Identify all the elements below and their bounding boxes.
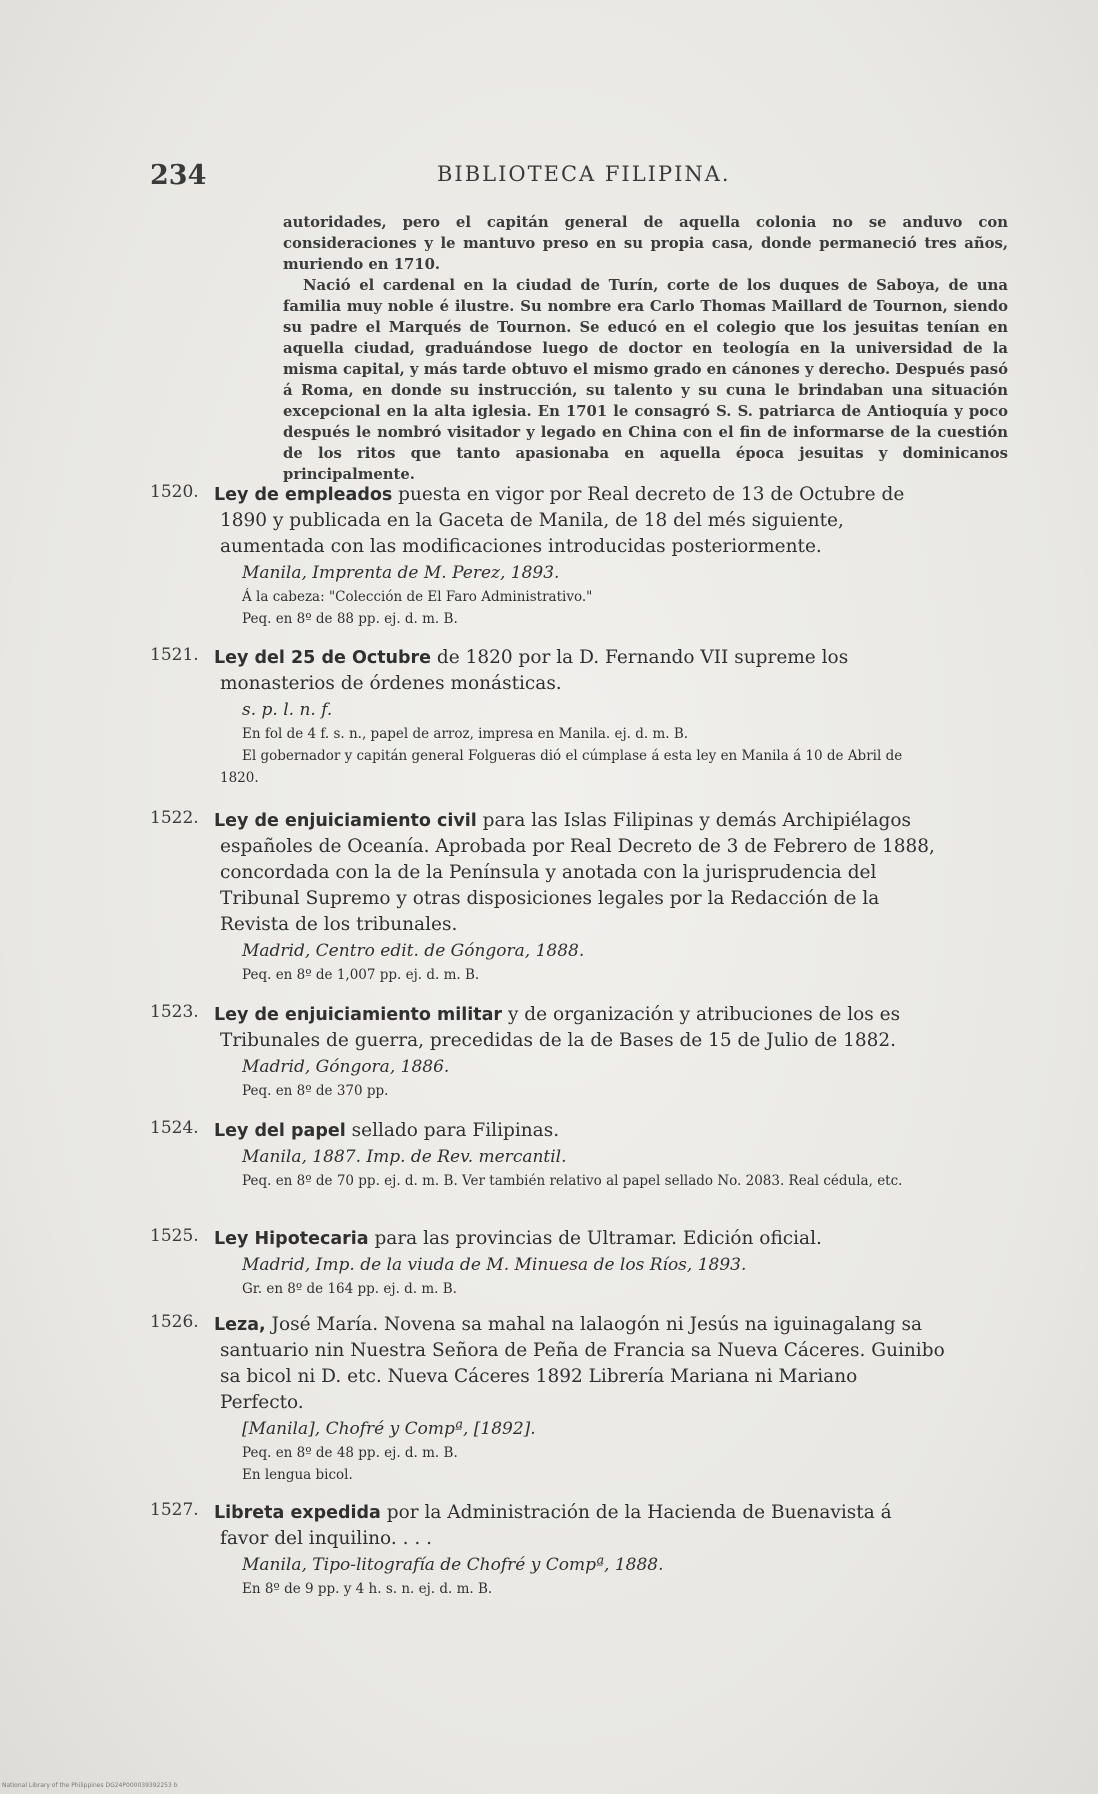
entry-imprint: Madrid, Imp. de la viuda de M. Minuesa de los Ríos, 1893.	[242, 1255, 747, 1275]
entry-imprint: Manila, Tipo-litografía de Chofré y Compª, 1888.	[242, 1555, 664, 1575]
page-header	[150, 160, 1010, 200]
entry-imprint: Manila, 1887. Imp. de Rev. mercantil.	[242, 1147, 567, 1167]
entry-note: Peq. en 8º de 1,007 pp. ej. d. m. B.	[242, 967, 480, 983]
intro-paragraph: autoridades, pero el capitán general de aquella colonia no se anduvo con consideraciones y le mantuvo preso en su propia casa, donde permaneció tres años, muriendo en 1710.	[283, 214, 1008, 273]
entry-number: 1526.	[150, 1312, 199, 1332]
entry-number: 1523.	[150, 1002, 199, 1022]
entry-imprint: s. p. l. n. f.	[242, 700, 333, 720]
entry-number: 1522.	[150, 808, 199, 828]
entry-imprint: Madrid, Góngora, 1886.	[242, 1057, 450, 1077]
scan-credit: National Library of the Philippines DG24P000039392253 b	[2, 1782, 178, 1789]
entry-description: de 1820 por la D. Fernando VII supreme los monasterios de órdenes monásticas.	[220, 647, 849, 694]
entry-heading: Ley del papel	[214, 1121, 346, 1141]
entry-heading: Ley de enjuiciamiento militar	[214, 1005, 503, 1025]
entry-description: para las Islas Filipinas y demás Archipiélagos españoles de Oceanía. Aprobada por Real Decreto de 3 de Febrero de 1888, concordada con la de la Península y anotada con la jurisprudencia del Tribunal Supremo y otras disposiciones legales por la Redacción de la Revista de los tribunales.	[220, 810, 935, 935]
entry-description: sellado para Filipinas.	[345, 1120, 560, 1141]
entry-heading: Ley de enjuiciamiento civil	[214, 811, 477, 831]
entry-description: por la Administración de la Hacienda de Buenavista á favor del inquilino. . . .	[220, 1502, 892, 1549]
entry-note: Peq. en 8º de 88 pp. ej. d. m. B.	[242, 611, 458, 627]
entry-note: En lengua bicol.	[242, 1467, 353, 1483]
entry-note: Peq. en 8º de 370 pp.	[242, 1083, 389, 1099]
catalog-entry-1522	[150, 808, 1010, 986]
entry-heading: Ley Hipotecaria	[214, 1229, 369, 1249]
entry-note: Gr. en 8º de 164 pp. ej. d. m. B.	[242, 1281, 457, 1297]
entry-note: Peq. en 8º de 70 pp. ej. d. m. B. Ver también relativo al papel sellado No. 2083. Real cédula, etc.	[242, 1173, 903, 1189]
intro-paragraph: Nació el cardenal en la ciudad de Turín, corte de los duques de Saboya, de una familia muy noble é ilustre. Su nombre era Carlo Thomas Maillard de Tournon, siendo su padre el Marqués de Tournon. Se educó en el colegio que los jesuitas tenían en aquella ciudad, graduándose luego de doctor en teología en la universidad de la misma capital, y más tarde obtuvo el mismo grado en cánones y derecho. Después pasó á Roma, en donde su instrucción, su talento y su cuna le brindaban una situación excepcional en la alta iglesia. En 1701 le consagró S. S. patriarca de Antioquía y poco después le nombró visitador y legado en China con el fin de informarse de la cuestión de los ritos que tanto apasionaba en aquella época jesuitas y dominicanos principalmente.	[283, 277, 1008, 483]
entry-heading: Leza,	[214, 1315, 266, 1335]
entry-number: 1521.	[150, 645, 199, 665]
catalog-entry-1521	[150, 645, 1010, 789]
entry-note: Peq. en 8º de 48 pp. ej. d. m. B.	[242, 1445, 458, 1461]
intro-text	[283, 212, 1008, 485]
entry-number: 1524.	[150, 1118, 199, 1138]
catalog-entry-1524	[150, 1118, 1010, 1192]
catalog-entry-1527	[150, 1500, 1010, 1600]
entry-description: y de organización y atribuciones de los es Tribunales de guerra, precedidas de la de Bases de 15 de Julio de 1882.	[220, 1004, 901, 1051]
entry-note: El gobernador y capitán general Folgueras dió el cúmplase á esta ley en Manila á 10 de Abril de 1820.	[220, 748, 903, 786]
entry-description: puesta en vigor por Real decreto de 13 de Octubre de 1890 y publicada en la Gaceta de Manila, de 18 del més siguiente, aumentada con las modificaciones introducidas posteriormente.	[220, 484, 905, 557]
entry-number: 1520.	[150, 482, 199, 502]
entry-number: 1527.	[150, 1500, 199, 1520]
entry-note: En fol de 4 f. s. n., papel de arroz, impresa en Manila. ej. d. m. B.	[242, 726, 689, 742]
entry-note: Á la cabeza: "Colección de El Faro Administrativo."	[242, 589, 593, 605]
catalog-entry-1526	[150, 1312, 1010, 1486]
entry-description: José María. Novena sa mahal na lalaogón ni Jesús na iguinagalang sa santuario nin Nuestra Señora de Peña de Francia sa Nueva Cáceres. Guinibo sa bicol ni D. etc. Nueva Cáceres 1892 Librería Mariana ni Mariano Perfecto.	[220, 1314, 945, 1413]
page-number: 234	[150, 160, 207, 191]
entry-heading: Ley del 25 de Octubre	[214, 648, 432, 668]
catalog-entry-1523	[150, 1002, 1010, 1102]
running-title: BIBLIOTECA FILIPINA.	[437, 162, 731, 186]
entry-imprint: Manila, Imprenta de M. Perez, 1893.	[242, 563, 560, 583]
catalog-entry-1525	[150, 1226, 1010, 1300]
entry-heading: Ley de empleados	[214, 485, 393, 505]
entry-note: En 8º de 9 pp. y 4 h. s. n. ej. d. m. B.	[242, 1581, 493, 1597]
entry-description: para las provincias de Ultramar. Edición oficial.	[368, 1228, 822, 1249]
entry-imprint: Madrid, Centro edit. de Góngora, 1888.	[242, 941, 585, 961]
entry-heading: Libreta expedida	[214, 1503, 381, 1523]
entry-imprint: [Manila], Chofré y Compª, [1892].	[242, 1419, 536, 1439]
catalog-entry-1520	[150, 482, 1010, 630]
entry-number: 1525.	[150, 1226, 199, 1246]
